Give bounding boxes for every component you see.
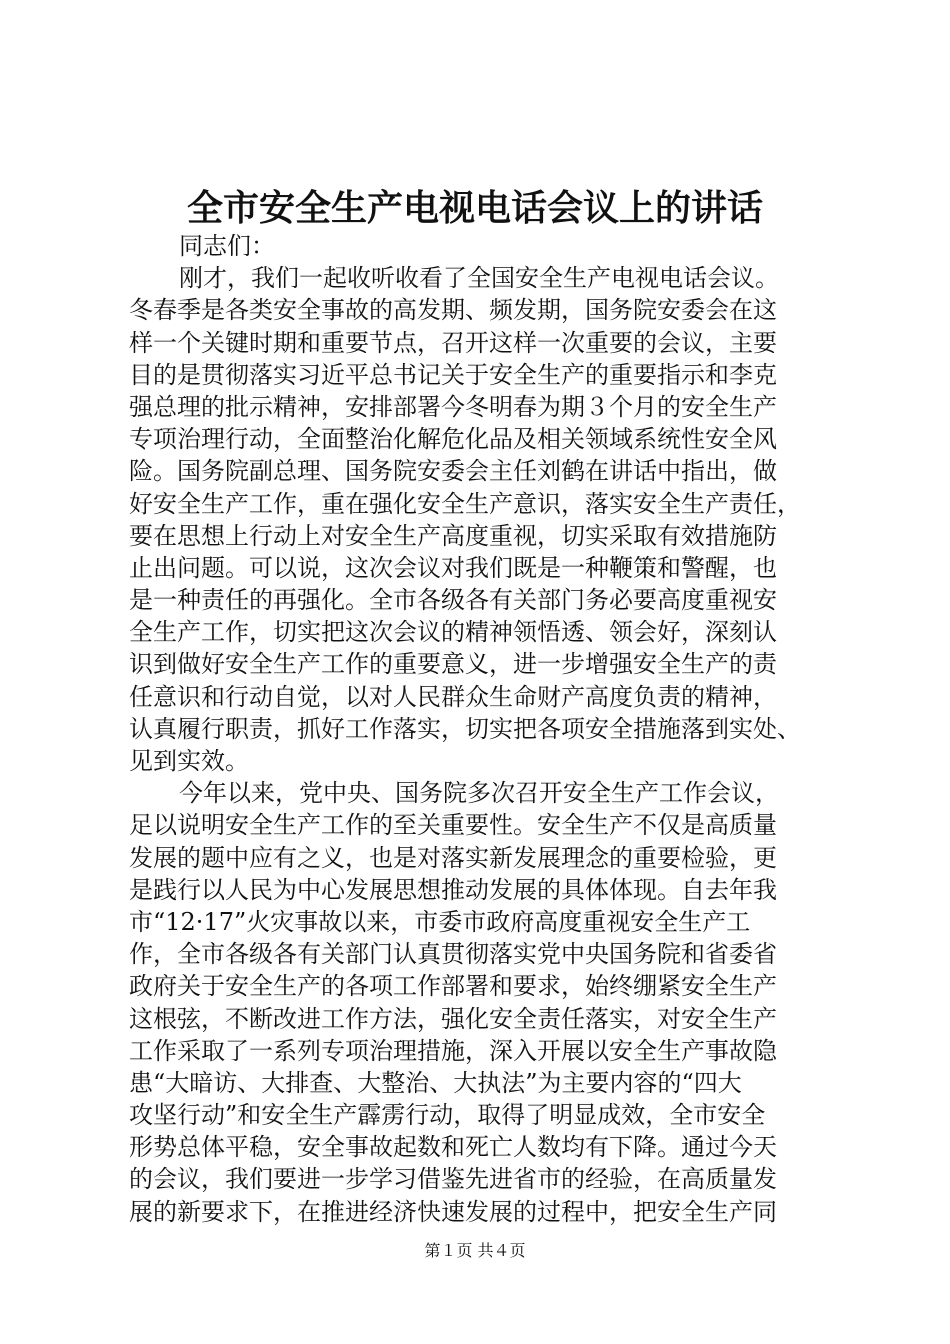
page-number-footer: 第１页 共４页: [424, 1241, 526, 1260]
paragraph-line: 样一个关键时期和重要节点，召开这样一次重要的会议，主要: [129, 328, 777, 357]
paragraph-line: 发展的题中应有之义，也是对落实新发展理念的重要检验，更: [129, 843, 777, 872]
paragraph-line: 的会议，我们要进一步学习借鉴先进省市的经验，在高质量发: [129, 1165, 777, 1194]
paragraph-line: 刚才，我们一起收听收看了全国安全生产电视电话会议。: [179, 264, 779, 293]
paragraph-line: 患“大暗访、大排查、大整治、大执法”为主要内容的“四大: [129, 1068, 742, 1097]
paragraph-line: 全生产工作，切实把这次会议的精神领悟透、领会好，深刻认: [129, 618, 777, 647]
paragraph-line: 识到做好安全生产工作的重要意义，进一步增强安全生产的责: [129, 650, 777, 679]
paragraph-line: 认真履行职责，抓好工作落实，切实把各项安全措施落到实处、: [129, 714, 801, 743]
paragraph-line: 专项治理行动，全面整治化解危化品及相关领域系统性安全风: [129, 425, 777, 454]
salutation-line: 同志们：: [179, 232, 275, 260]
document-body: [129, 230, 829, 1228]
paragraph-line: 市“12·17”火灾事故以来，市委市政府高度重视安全生产工: [129, 907, 751, 936]
paragraph-line: 强总理的批示精神，安排部署今冬明春为期３个月的安全生产: [129, 392, 777, 421]
paragraph-line: 是践行以人民为中心发展思想推动发展的具体体现。自去年我: [129, 875, 777, 904]
paragraph-line: 是一种责任的再强化。全市各级各有关部门务必要高度重视安: [129, 586, 777, 615]
paragraph-line: 要在思想上行动上对安全生产高度重视，切实采取有效措施防: [129, 521, 777, 550]
paragraph-line: 足以说明安全生产工作的至关重要性。安全生产不仅是高质量: [129, 811, 777, 840]
paragraph-line: 今年以来，党中央、国务院多次召开安全生产工作会议，: [179, 779, 779, 808]
paragraph-line: 见到实效。: [129, 747, 249, 775]
paragraph-line: 好安全生产工作，重在强化安全生产意识，落实安全生产责任，: [129, 489, 801, 518]
paragraph-line: 作，全市各级各有关部门认真贯彻落实党中央国务院和省委省: [129, 940, 777, 969]
paragraph-line: 任意识和行动自觉，以对人民群众生命财产高度负责的精神，: [129, 682, 777, 711]
document-title: 全市安全生产电视电话会议上的讲话: [186, 187, 763, 229]
paragraph-line: 攻坚行动”和安全生产霹雳行动，取得了明显成效，全市安全: [129, 1101, 766, 1130]
paragraph-line: 冬春季是各类安全事故的高发期、频发期，国务院安委会在这: [129, 296, 777, 325]
paragraph-line: 这根弦，不断改进工作方法，强化安全责任落实，对安全生产: [129, 1004, 777, 1033]
paragraph-line: 目的是贯彻落实习近平总书记关于安全生产的重要指示和李克: [129, 360, 777, 389]
paragraph-line: 形势总体平稳，安全事故起数和死亡人数均有下降。通过今天: [129, 1133, 777, 1162]
paragraph-line: 展的新要求下，在推进经济快速发展的过程中，把安全生产同: [129, 1197, 777, 1226]
paragraph-line: 险。国务院副总理、国务院安委会主任刘鹤在讲话中指出，做: [129, 457, 777, 486]
paragraph-line: 止出问题。可以说，这次会议对我们既是一种鞭策和警醒，也: [129, 553, 777, 582]
paragraph-line: 政府关于安全生产的各项工作部署和要求，始终绷紧安全生产: [129, 972, 777, 1001]
paragraph-line: 工作采取了一系列专项治理措施，深入开展以安全生产事故隐: [129, 1036, 777, 1065]
